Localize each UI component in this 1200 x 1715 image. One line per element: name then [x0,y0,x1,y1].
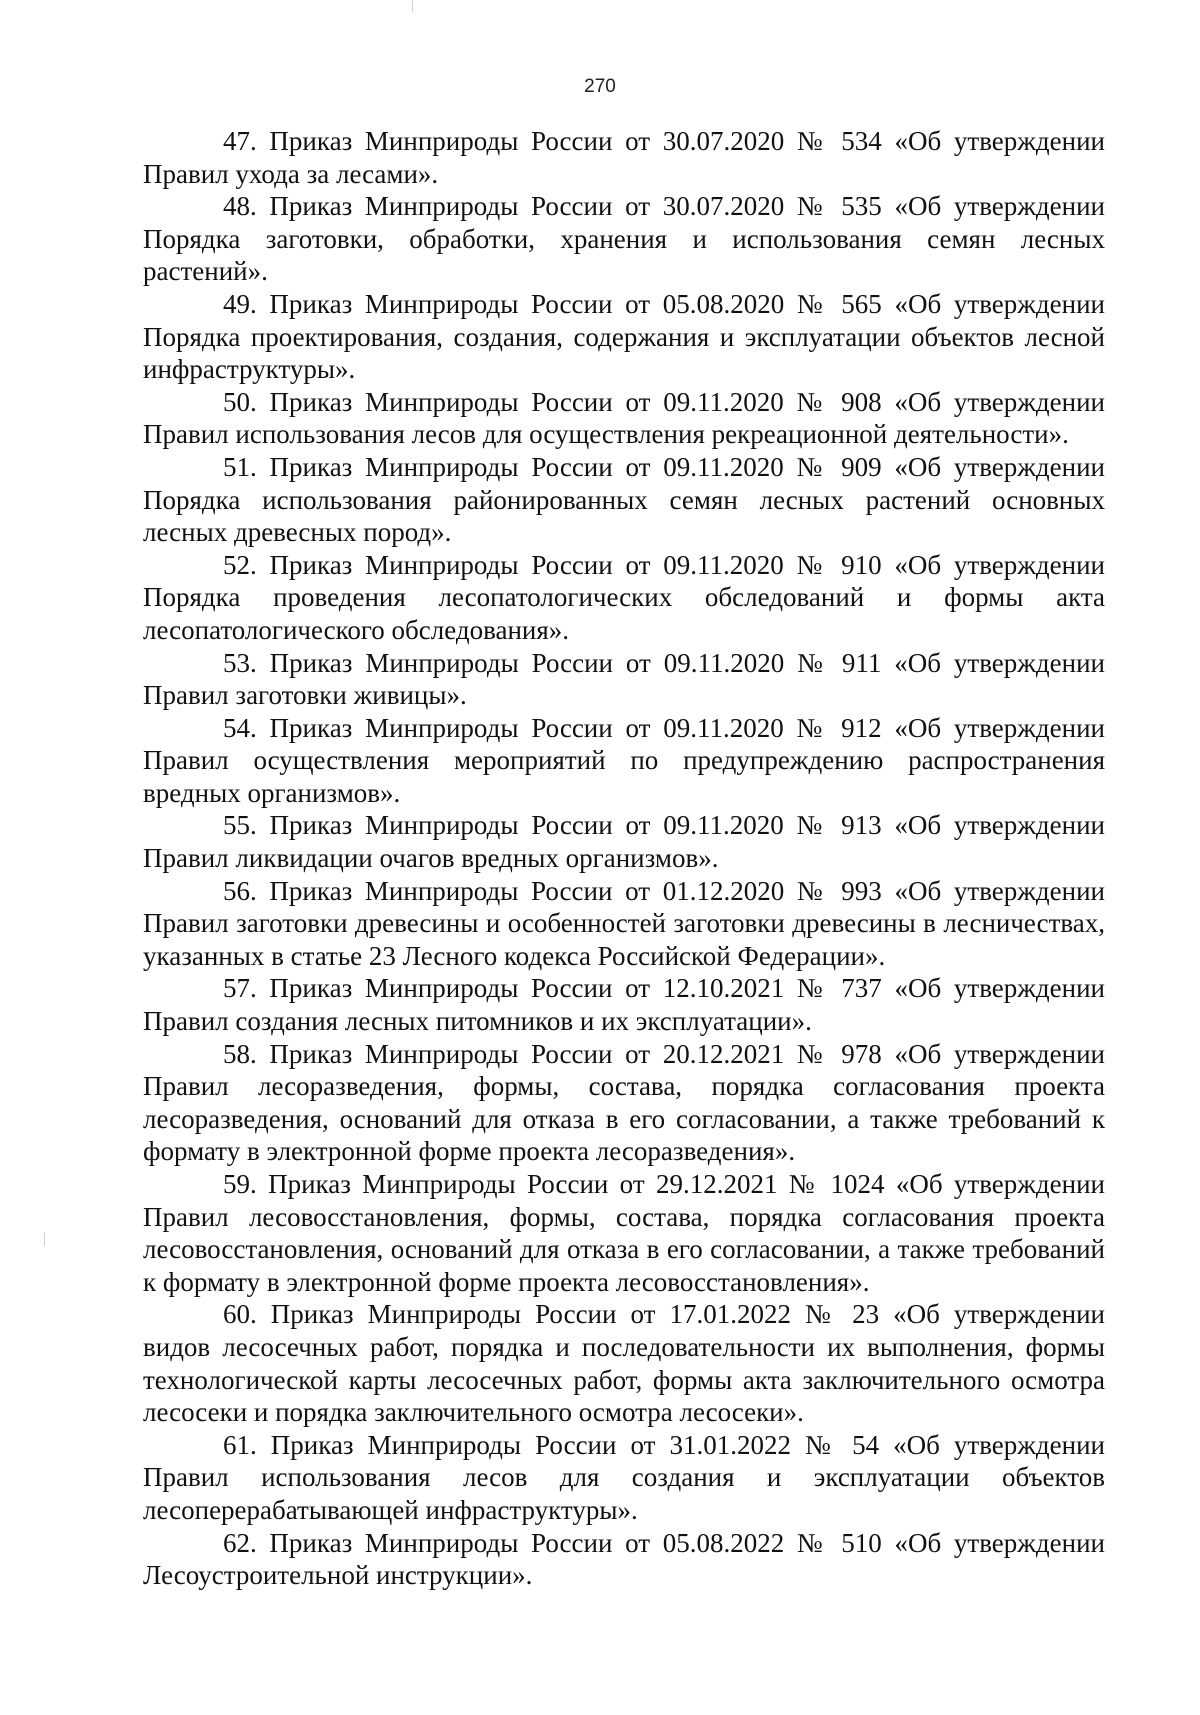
document-body [143,125,1105,1592]
list-item: 57. Приказ Минприроды России от 12.10.2021 № 737 «Об утверждении Правил создания лесных питомников и их эксплуатации». [143,973,1105,1037]
list-item: 62. Приказ Минприроды России от 05.08.2022 № 510 «Об утверждении Лесоустроительной инструкции». [143,1527,1105,1591]
list-item: 49. Приказ Минприроды России от 05.08.2020 № 565 «Об утверждении Порядка проектирования, создания, содержания и эксплуатации объектов лесной инфраструктуры». [143,288,1105,385]
list-item: 56. Приказ Минприроды России от 01.12.2020 № 993 «Об утверждении Правил заготовки древесины и особенностей заготовки древесины в лесничествах, указанных в статье 23 Лесного кодекса Российской Федерации». [143,875,1105,971]
list-item: 53. Приказ Минприроды России от 09.11.2020 № 911 «Об утверждении Правил заготовки живицы». [143,647,1105,711]
list-item: 58. Приказ Минприроды России от 20.12.2021 № 978 «Об утверждении Правил лесоразведения, формы, состава, порядка согласования проекта лесоразведения, оснований для отказа в его согласовании, а также требований к формату в электронной форме проекта лесоразведения». [143,1038,1105,1167]
list-item: 48. Приказ Минприроды России от 30.07.2020 № 535 «Об утверждении Порядка заготовки, обработки, хранения и использования семян лесных растений». [143,191,1105,287]
list-item: 50. Приказ Минприроды России от 09.11.2020 № 908 «Об утверждении Правил использования лесов для осуществления рекреационной деятельности». [143,386,1105,450]
list-item: 47. Приказ Минприроды России от 30.07.2020 № 534 «Об утверждении Правил ухода за лесами». [143,126,1105,189]
list-item: 59. Приказ Минприроды России от 29.12.2021 № 1024 «Об утверждении Правил лесовосстановления, формы, состава, порядка согласования проекта лесовосстановления, оснований для отказа в его согласовании, а также требований к формату в электронной форме проекта лесовосстановления». [143,1169,1105,1297]
page-number: 270 [584,76,616,97]
list-item: 60. Приказ Минприроды России от 17.01.2022 № 23 «Об утверждении видов лесосечных работ, порядка и последовательности их выполнения, формы технологической карты лесосечных работ, формы акта заключительного осмотра лесосеки и порядка заключительного осмотра лесосеки». [143,1299,1105,1428]
list-item: 61. Приказ Минприроды России от 31.01.2022 № 54 «Об утверждении Правил использования лесов для создания и эксплуатации объектов лесоперерабатывающей инфраструктуры». [143,1429,1105,1525]
list-item: 51. Приказ Минприроды России от 09.11.2020 № 909 «Об утверждении Порядка использования районированных семян лесных растений основных лесных древесных пород». [143,451,1105,548]
scan-artifact-top [412,0,413,12]
list-item: 54. Приказ Минприроды России от 09.11.2020 № 912 «Об утверждении Правил осуществления мероприятий по предупреждению распространения вредных организмов». [143,712,1105,808]
scan-artifact-left [44,1232,45,1246]
list-item: 55. Приказ Минприроды России от 09.11.2020 № 913 «Об утверждении Правил ликвидации очагов вредных организмов». [143,810,1105,874]
list-item: 52. Приказ Минприроды России от 09.11.2020 № 910 «Об утверждении Порядка проведения лесопатологических обследований и формы акта лесопатологического обследования». [143,549,1105,645]
